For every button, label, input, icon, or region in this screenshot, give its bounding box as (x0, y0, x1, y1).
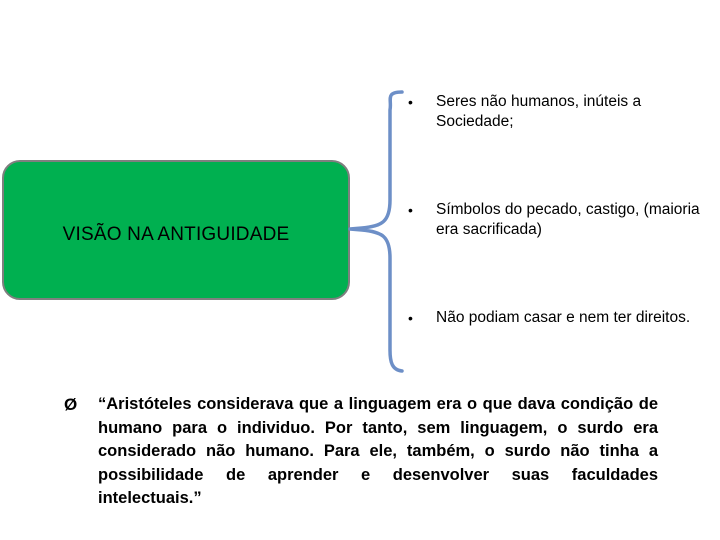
arrow-bullet-icon: Ø (64, 395, 78, 414)
main-concept-label: VISÃO NA ANTIGUIDADE (62, 224, 290, 245)
quote-text: “Aristóteles considerava que a linguagem era o que dava condição de humano para o individuo. Por tanto, sem linguagem, o surdo era considerado não humano. Para ele, também, o surdo não tinha a possibilidade de aprender e desenvolver suas faculdades intelectuais.” (98, 395, 658, 507)
bullet-text: Seres não humanos, inúteis a Sociedade; (436, 93, 642, 130)
bullet-dot-icon: • (408, 202, 413, 218)
main-concept-box (2, 160, 350, 300)
bullet-item (408, 200, 708, 240)
bullet-text: Símbolos do pecado, castigo, (maioria era sacrificada) (436, 201, 700, 238)
bullet-dot-icon: • (408, 310, 413, 326)
bullet-text: Não podiam casar e nem ter direitos. (436, 309, 691, 326)
quote-paragraph (64, 393, 658, 511)
bullet-item (408, 92, 708, 132)
brace-path (350, 92, 402, 371)
bullet-dot-icon: • (408, 94, 413, 110)
bullet-item (408, 308, 708, 328)
